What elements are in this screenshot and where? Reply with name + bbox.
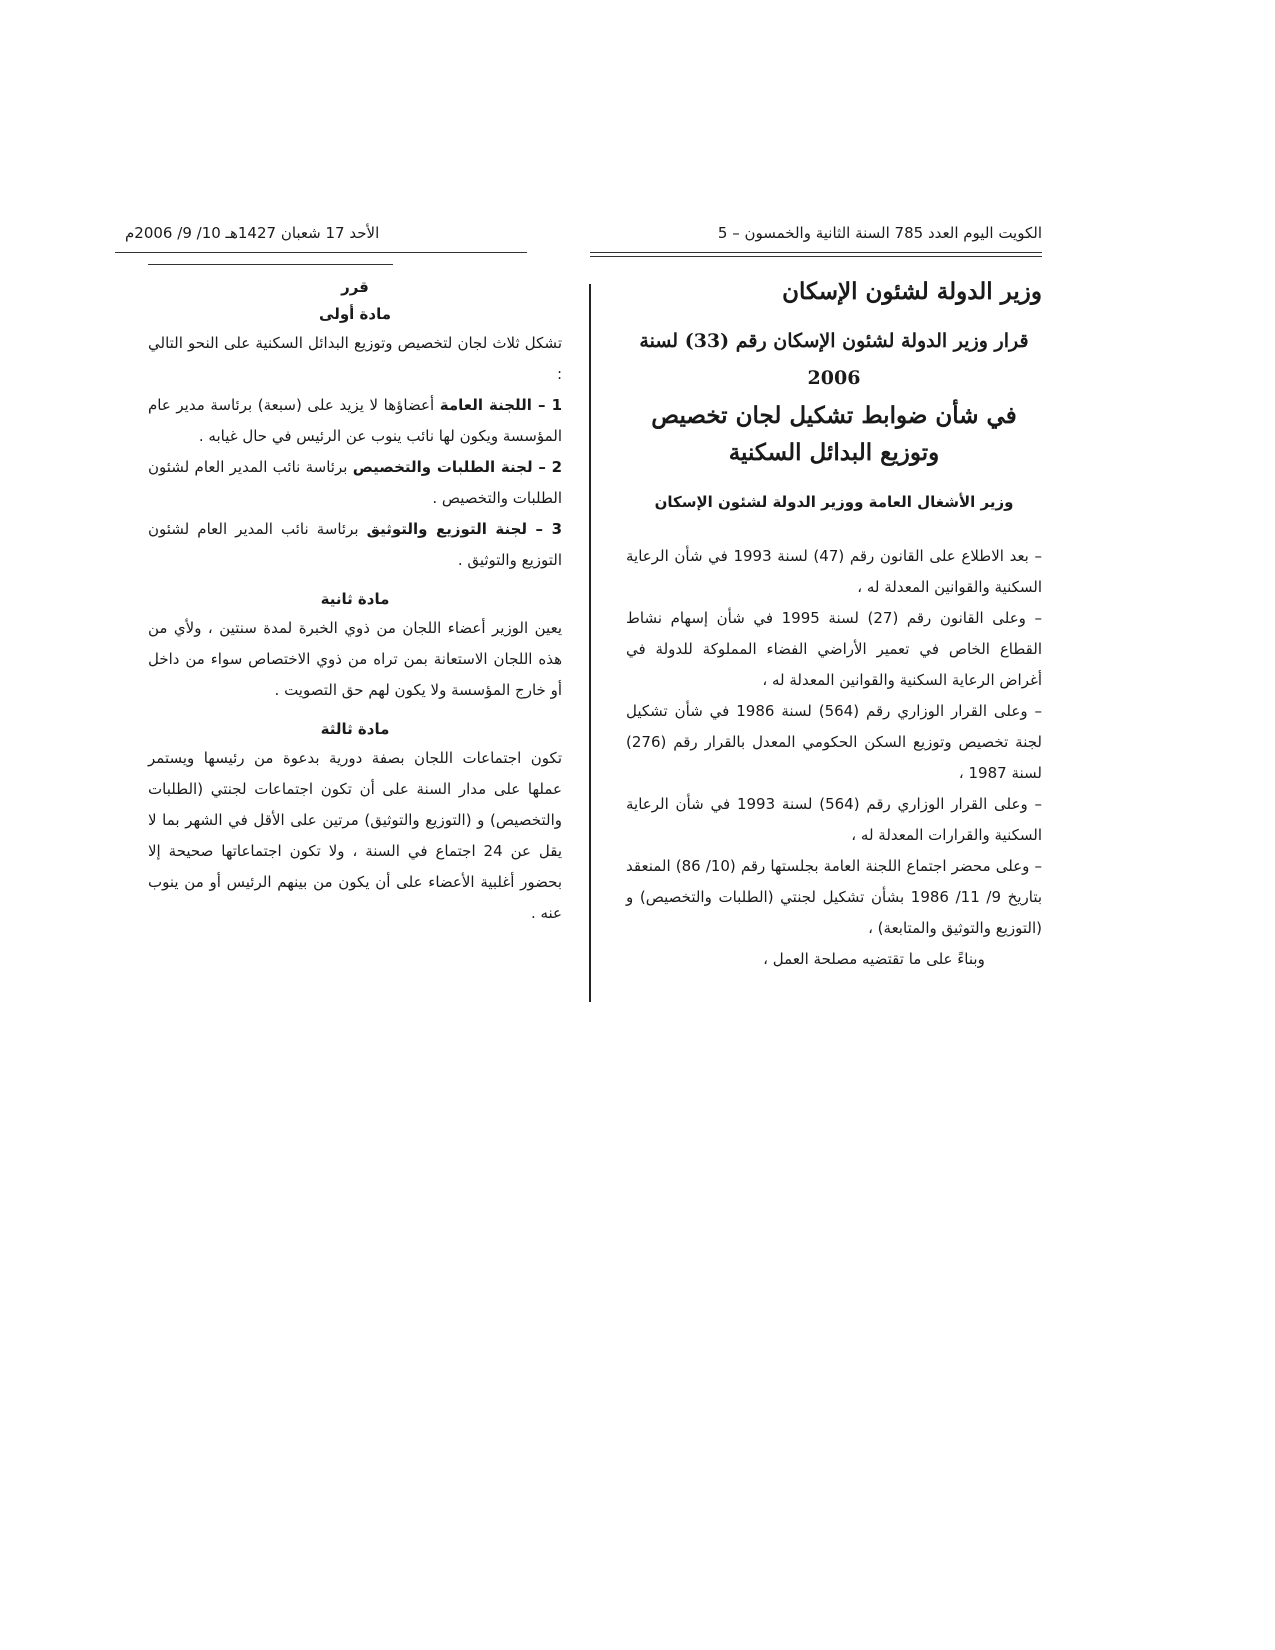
item-label: 3 – لجنة التوزيع والتوثيق <box>366 520 562 538</box>
preamble-paragraph: – وعلى القانون رقم (27) لسنة 1995 في شأن إسهام نشاط القطاع الخاص في تعمير الأراضي الفضاء المملوكة للدولة في أغراض الرعاية السكنية والقوانين المعدلة له ، <box>626 609 1042 689</box>
preamble-closing: وبناءً على ما تقتضيه مصلحة العمل ، <box>763 950 985 968</box>
decision-title-line: وتوزيع البدائل السكنية <box>728 439 940 466</box>
article-text: يعين الوزير أعضاء اللجان من ذوي الخبرة لمدة سنتين ، ولأي من هذه اللجان الاستعانة بمن تراه من ذوي الاختصاص سواء من داخل أو خارج المؤسسة ولا يكون لهم حق التصويت . <box>148 619 562 699</box>
header-rule <box>590 256 1042 257</box>
preamble-paragraph: – وعلى القرار الوزاري رقم (564) لسنة 1986 في شأن تشكيل لجنة تخصيص وتوزيع السكن الحكومي المعدل بالقرار رقم (276) لسنة 1987 ، <box>626 702 1042 782</box>
decides-heading: قرر <box>341 278 369 296</box>
article-text: تكون اجتماعات اللجان بصفة دورية بدعوة من رئيسها ويستمر عملها على مدار السنة على أن تكون اجتماعات لجنتي (الطلبات والتخصيص) و (التوزيع والتوثيق) مرتين على الأقل في الشهر بما لا يقل عن 24 اجتماع في السنة ، ولا تكون اجتماعاتها صحيحة إلا بحضور أغلبية الأعضاء على أن يكون من بينهم الرئيس أو من ينوب عنه . <box>148 749 562 922</box>
article-heading: مادة ثالثة <box>320 720 390 738</box>
article-heading: مادة ثانية <box>320 590 390 608</box>
article-item <box>148 514 562 576</box>
decision-column <box>626 278 1042 975</box>
preamble-paragraph: – وعلى محضر اجتماع اللجنة العامة بجلستها رقم (10/ 86) المنعقد بتاريخ 9/ 11/ 1986 بشأن تشكيل لجنتي (الطلبات والتخصيص) و (التوزيع والتوثيق والمتابعة) ، <box>626 857 1043 937</box>
header-rule <box>148 264 393 265</box>
column-divider <box>589 284 591 1002</box>
header-rule <box>115 252 527 253</box>
article-heading: مادة أولى <box>319 305 391 323</box>
preamble-paragraph: – وعلى القرار الوزاري رقم (564) لسنة 1993 في شأن الرعاية السكنية والقرارات المعدلة له ، <box>626 795 1042 844</box>
preamble-paragraph: – بعد الاطلاع على القانون رقم (47) لسنة 1993 في شأن الرعاية السكنية والقوانين المعدلة له ، <box>626 547 1042 596</box>
item-text: برئاسة نائب المدير العام لشئون التوزيع والتوثيق . <box>148 520 562 569</box>
article-item <box>148 452 562 514</box>
gazette-header: الكويت اليوم العدد 785 السنة الثانية والخمسون – 5 <box>717 224 1042 242</box>
item-text: أعضاؤها لا يزيد على (سبعة) برئاسة مدير عام المؤسسة ويكون لها نائب ينوب عن الرئيس في حال غيابه . <box>148 396 562 445</box>
item-text: برئاسة نائب المدير العام لشئون الطلبات والتخصيص . <box>148 458 562 507</box>
header-rule <box>590 252 1042 253</box>
ministry-title: وزير الدولة لشئون الإسكان <box>782 278 1042 305</box>
decision-title-line: قرار وزير الدولة لشئون الإسكان رقم (33) لسنة 2006 <box>639 330 1029 389</box>
article-intro: تشكل ثلاث لجان لتخصيص وتوزيع البدائل السكنية على النحو التالي : <box>148 334 562 383</box>
articles-column <box>148 274 562 929</box>
decision-title <box>626 323 1042 471</box>
decision-title-line: في شأن ضوابط تشكيل لجان تخصيص <box>651 402 1017 429</box>
article-item <box>148 390 562 452</box>
issuer-title: وزير الأشغال العامة ووزير الدولة لشئون الإسكان <box>654 493 1014 511</box>
item-label: 2 – لجنة الطلبات والتخصيص <box>352 458 562 476</box>
gazette-date: الأحد 17 شعبان 1427هـ 10/ 9/ 2006م <box>125 224 380 242</box>
item-label: 1 – اللجنة العامة <box>439 396 562 414</box>
